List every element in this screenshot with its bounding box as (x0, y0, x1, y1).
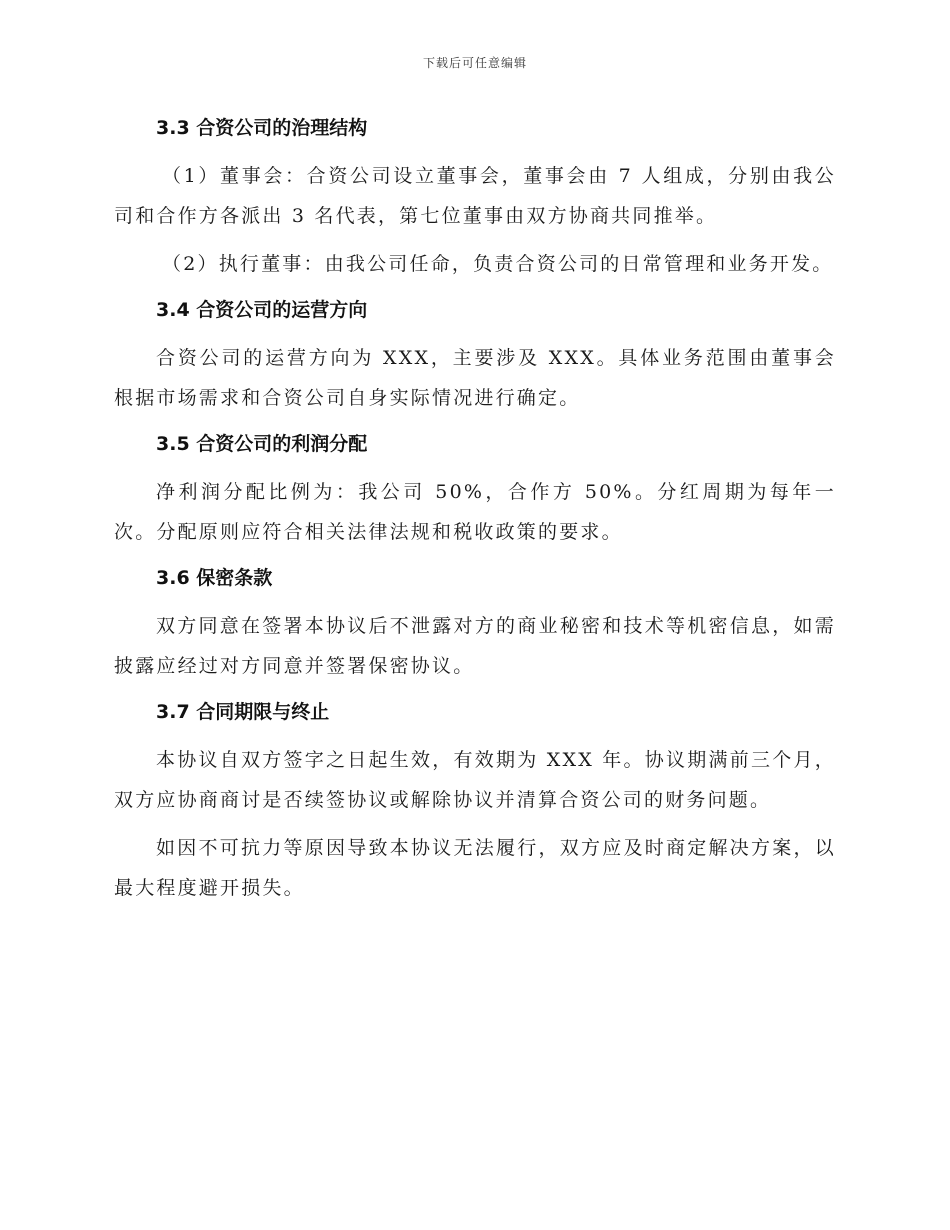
paragraph: 如因不可抗力等原因导致本协议无法履行，双方应及时商定解决方案，以最大程度避开损失。 (114, 837, 836, 899)
paragraph: （2）执行董事：由我公司任命，负责合资公司的日常管理和业务开发。 (162, 253, 834, 275)
paragraph: 净利润分配比例为：我公司 50%，合作方 50%。分红周期为每年一次。分配原则应符合相关法律法规和税收政策的要求。 (114, 481, 836, 543)
section-title: 3.5 合资公司的利润分配 (156, 433, 368, 455)
section-title: 3.6 保密条款 (156, 567, 273, 589)
section-title: 3.7 合同期限与终止 (156, 701, 330, 723)
section-title: 3.4 合资公司的运营方向 (156, 299, 368, 321)
paragraph: 双方同意在签署本协议后不泄露对方的商业秘密和技术等机密信息，如需披露应经过对方同意并签署保密协议。 (114, 615, 836, 677)
section-3-5 (114, 428, 836, 552)
paragraph: （1）董事会：合资公司设立董事会，董事会由 7 人组成，分别由我公司和合作方各派出 3 名代表，第七位董事由双方协商共同推举。 (114, 165, 836, 227)
paragraph: 本协议自双方签字之日起生效，有效期为 XXX 年。协议期满前三个月，双方应协商商讨是否续签协议或解除协议并清算合资公司的财务问题。 (114, 749, 836, 811)
header-note: 下载后可任意编辑 (422, 56, 527, 70)
section-3-3 (114, 112, 836, 284)
section-3-6 (114, 562, 836, 686)
section-3-7 (114, 696, 836, 908)
document-body (114, 112, 836, 918)
section-title: 3.3 合资公司的治理结构 (156, 117, 368, 139)
paragraph: 合资公司的运营方向为 XXX，主要涉及 XXX。具体业务范围由董事会根据市场需求和合资公司自身实际情况进行确定。 (114, 347, 836, 409)
section-3-4 (114, 294, 836, 418)
